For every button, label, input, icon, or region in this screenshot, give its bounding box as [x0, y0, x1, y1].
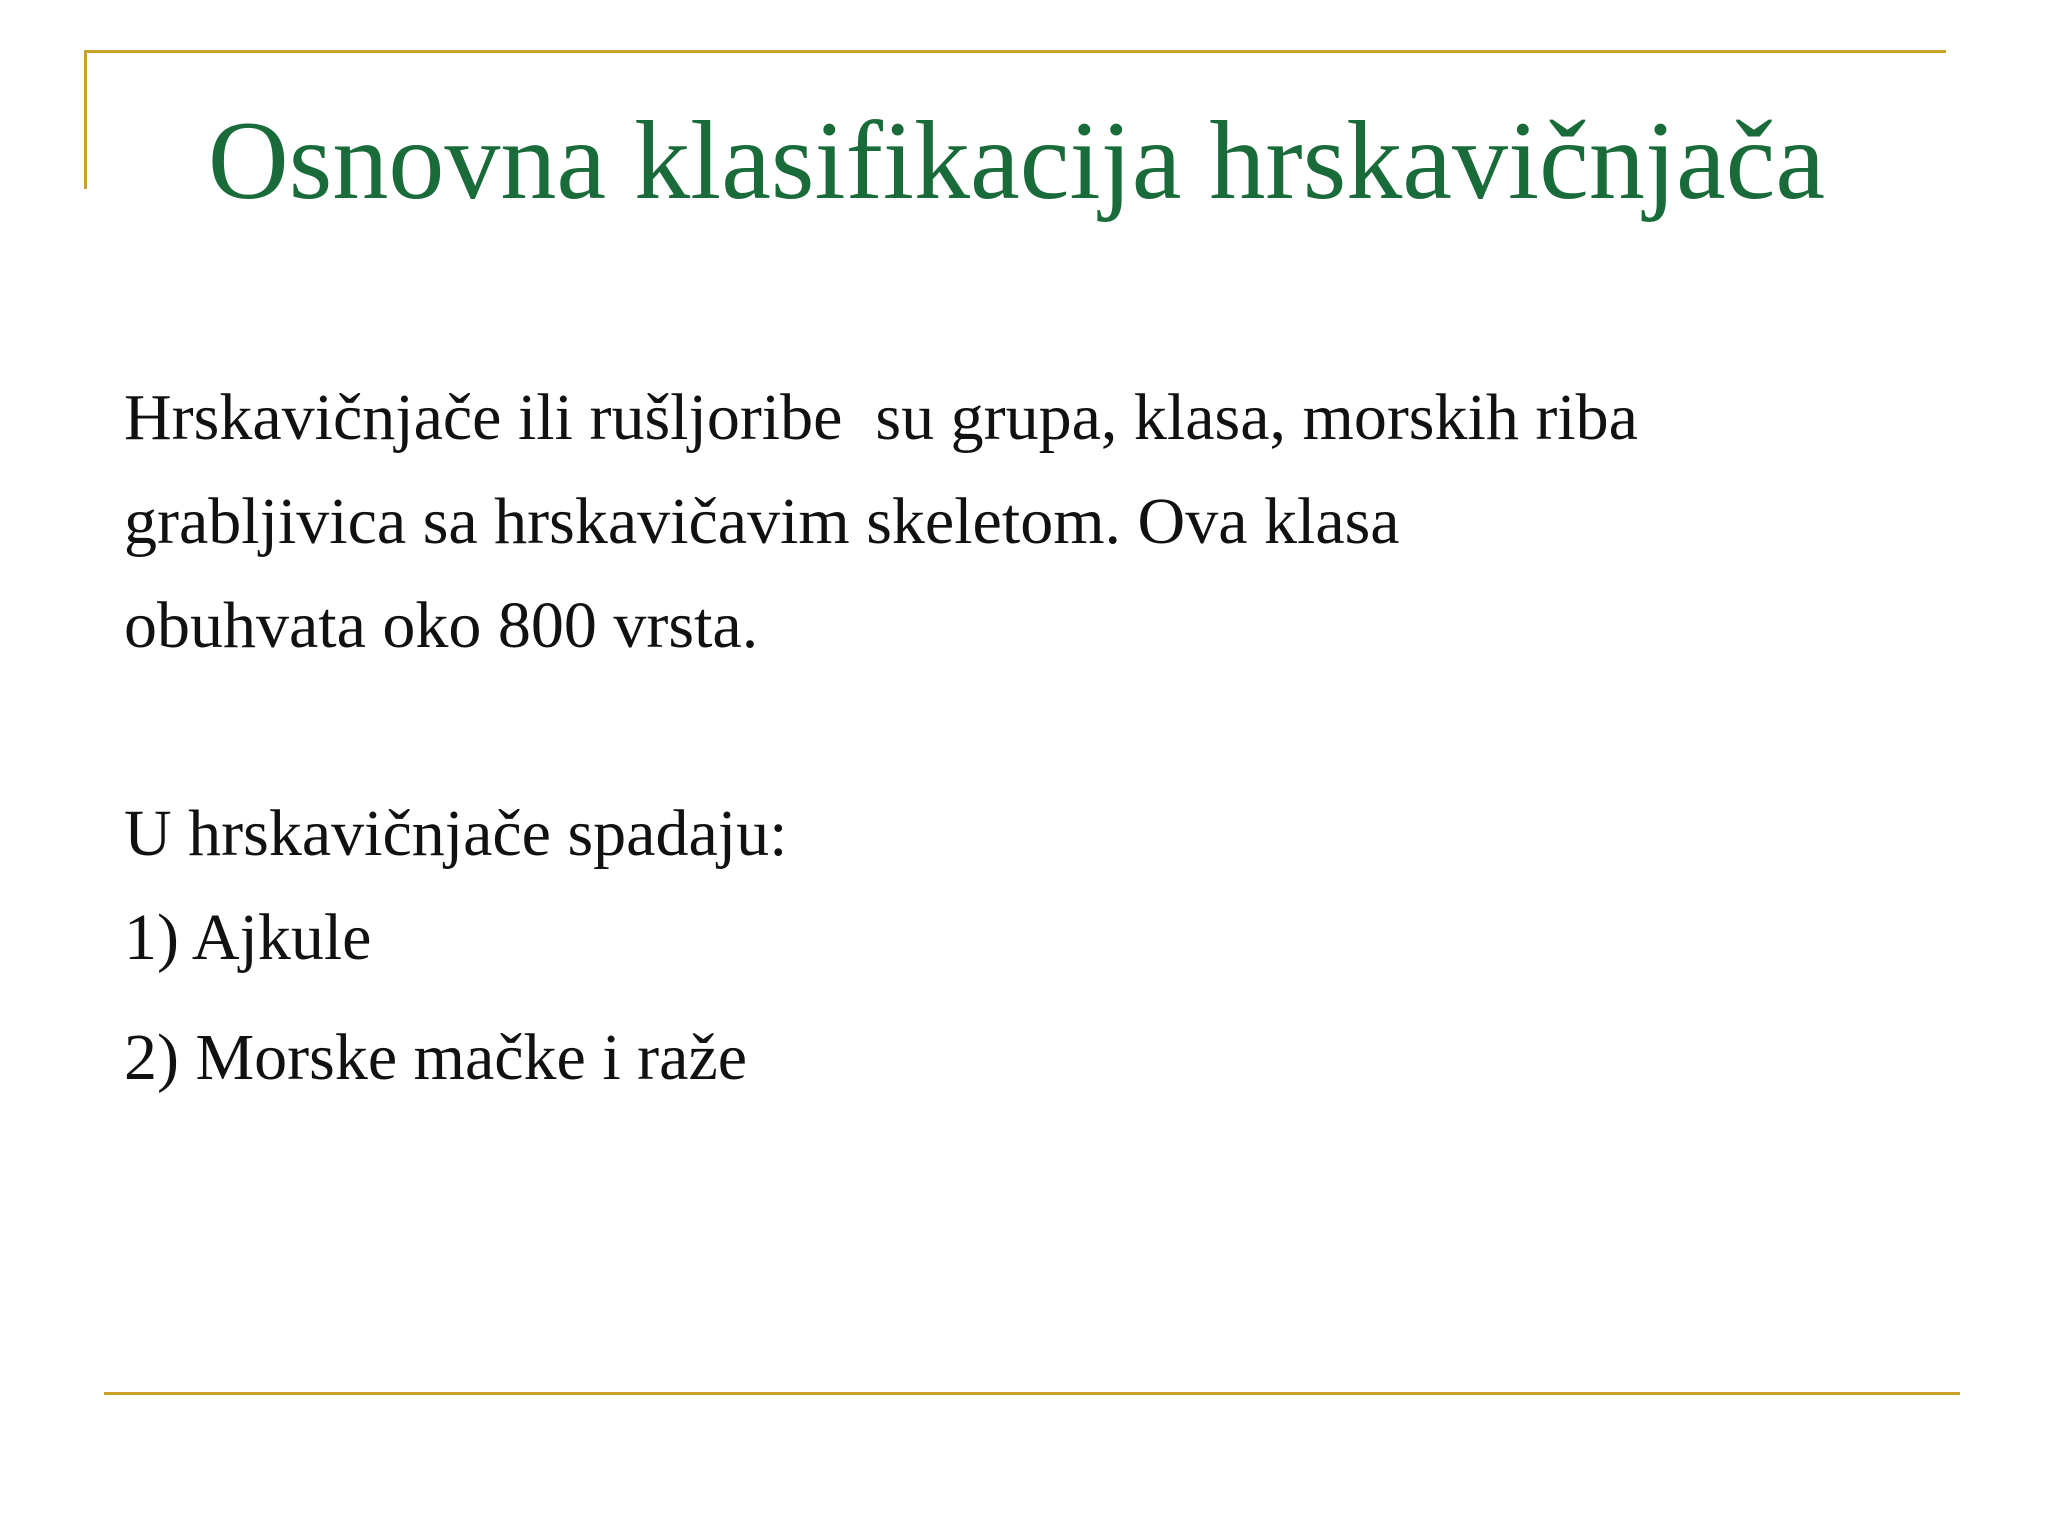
paragraph-spacer — [124, 678, 1964, 782]
list-item: 2) Morske mačke i raže — [124, 1021, 748, 1094]
intro-line-1: Hrskavičnjače ili rušljoribe su grupa, klasa, morskih riba — [124, 381, 1638, 454]
slide-body — [124, 366, 1964, 1110]
list-item: 1) Ajkule — [124, 901, 372, 974]
intro-line-2: grabljivica sa hrskavičavim skeletom. Ova klasa — [124, 485, 1400, 558]
list-heading: U hrskavičnjače spadaju: — [124, 797, 788, 870]
bottom-rule — [104, 1392, 1960, 1395]
intro-line-3: obuhvata oko 800 vrsta. — [124, 589, 759, 662]
slide-title: Osnovna klasifikacija hrskavičnjača — [207, 99, 1826, 223]
top-rule — [84, 50, 1946, 53]
